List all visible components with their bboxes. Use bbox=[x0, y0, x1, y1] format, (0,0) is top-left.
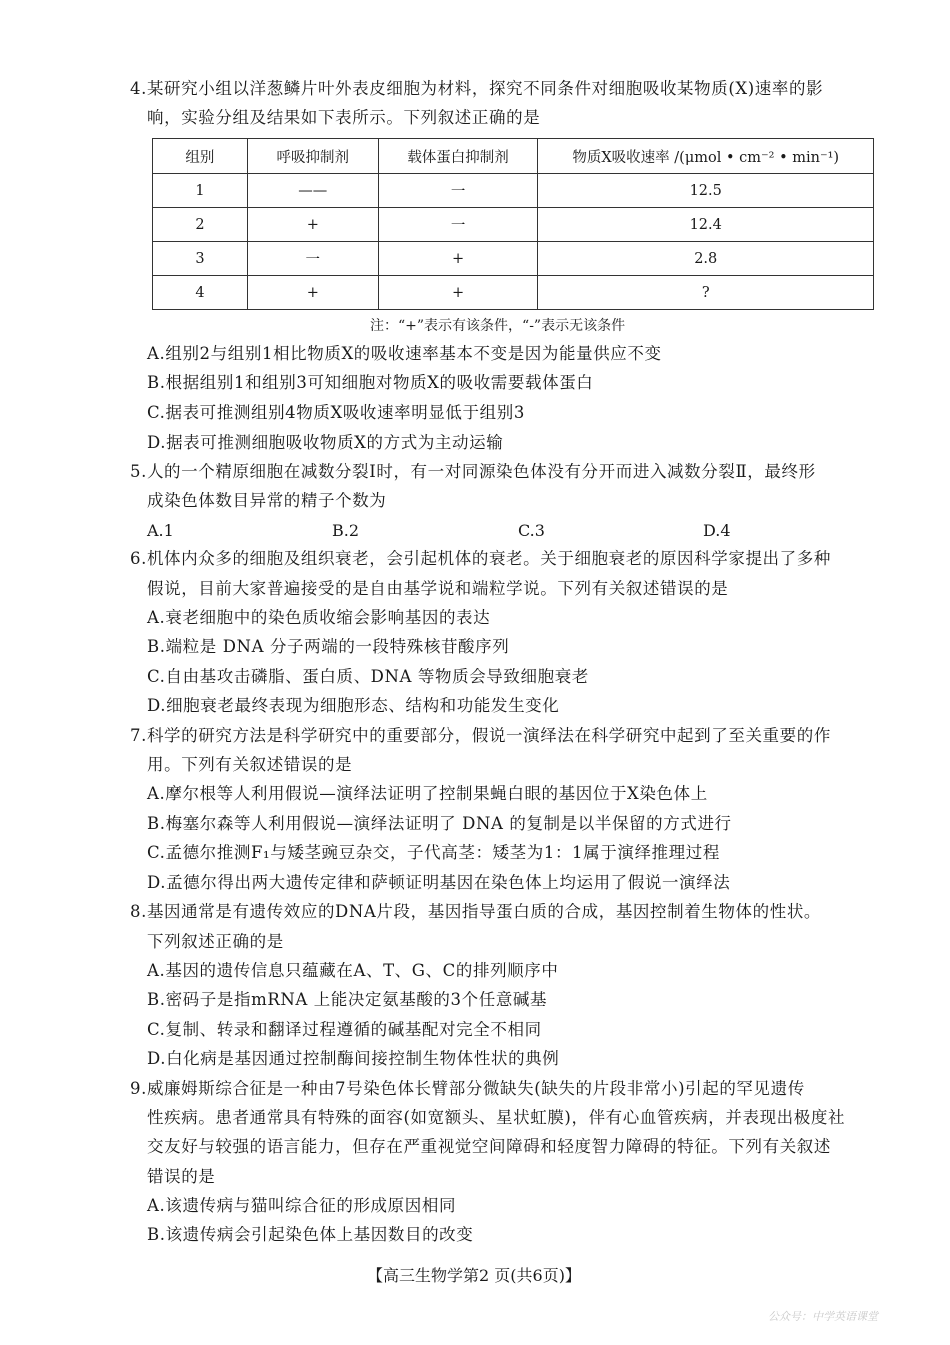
q5-stem-line-1: 5.人的一个精原细胞在减数分裂Ⅰ时，有一对同源染色体没有分开而进入减数分裂Ⅱ，最终形 bbox=[130, 462, 816, 481]
q6-stem-line-2: 假说，目前大家普遍接受的是自由基学说和端粒学说。下列有关叙述错误的是 bbox=[147, 579, 729, 598]
table-cell: + bbox=[247, 276, 378, 310]
q4-stem-line-2: 响，实验分组及结果如下表所示。下列叙述正确的是 bbox=[147, 108, 541, 127]
table-cell: 2 bbox=[153, 208, 248, 242]
table-cell: 一 bbox=[247, 242, 378, 276]
table-header-carrier-inhibitor: 载体蛋白抑制剂 bbox=[378, 139, 538, 174]
q9-option-a: A.该遗传病与猫叫综合征的形成原因相同 bbox=[147, 1196, 457, 1215]
table-cell: + bbox=[378, 242, 538, 276]
table-cell: —— bbox=[247, 174, 378, 208]
q4-option-d: D.据表可推测细胞吸收物质X的方式为主动运输 bbox=[147, 433, 504, 452]
table-cell: 3 bbox=[153, 242, 248, 276]
q5-option-a: A.1 bbox=[147, 521, 174, 540]
table-row bbox=[153, 242, 874, 276]
q4-option-b: B.根据组别1和组别3可知细胞对物质X的吸收需要载体蛋白 bbox=[147, 373, 594, 392]
table-cell: + bbox=[247, 208, 378, 242]
q5-option-b: B.2 bbox=[332, 521, 360, 540]
table-cell: 4 bbox=[153, 276, 248, 310]
q9-stem-line-2: 性疾病。患者通常具有特殊的面容(如宽额头、星状虹膜)，伴有心血管疾病，并表现出极度社 bbox=[147, 1108, 846, 1127]
q7-option-a: A.摩尔根等人利用假说—演绎法证明了控制果蝇白眼的基因位于X染色体上 bbox=[147, 784, 708, 803]
q6-option-d: D.细胞衰老最终表现为细胞形态、结构和功能发生变化 bbox=[147, 696, 560, 715]
q4-table-note: 注：“+”表示有该条件，“-”表示无该条件 bbox=[370, 318, 626, 334]
q5-stem-line-2: 成染色体数目异常的精子个数为 bbox=[147, 491, 387, 510]
q8-option-d: D.白化病是基因通过控制酶间接控制生物体性状的典例 bbox=[147, 1049, 560, 1068]
q6-stem-line-1: 6.机体内众多的细胞及组织衰老，会引起机体的衰老。关于细胞衰老的原因科学家提出了多种 bbox=[130, 549, 831, 568]
q4-stem-line-1: 4.某研究小组以洋葱鳞片叶外表皮细胞为材料，探究不同条件对细胞吸收某物质(X)速率的影 bbox=[130, 79, 824, 98]
q6-option-a: A.衰老细胞中的染色质收缩会影响基因的表达 bbox=[147, 608, 491, 627]
q4-results-table bbox=[152, 138, 874, 310]
table-cell: 1 bbox=[153, 174, 248, 208]
table-header-respiration-inhibitor: 呼吸抑制剂 bbox=[247, 139, 378, 174]
q8-option-a: A.基因的遗传信息只蕴藏在A、T、G、C的排列顺序中 bbox=[147, 961, 559, 980]
q8-stem-line-1: 8.基因通常是有遗传效应的DNA片段，基因指导蛋白质的合成，基因控制着生物体的性状。 bbox=[130, 902, 822, 921]
q9-stem-line-1: 9.威廉姆斯综合征是一种由7号染色体长臂部分微缺失(缺失的片段非常小)引起的罕见遗传 bbox=[130, 1079, 805, 1098]
q9-stem-line-3: 交友好与较强的语言能力，但存在严重视觉空间障碍和轻度智力障碍的特征。下列有关叙述 bbox=[147, 1137, 831, 1156]
q5-option-d: D.4 bbox=[703, 521, 731, 540]
table-header-group: 组别 bbox=[153, 139, 248, 174]
table-cell: 2.8 bbox=[538, 242, 874, 276]
q6-option-b: B.端粒是 DNA 分子两端的一段特殊核苷酸序列 bbox=[147, 637, 510, 656]
table-header-row bbox=[153, 139, 874, 174]
q5-option-c: C.3 bbox=[518, 521, 545, 540]
q8-option-c: C.复制、转录和翻译过程遵循的碱基配对完全不相同 bbox=[147, 1020, 542, 1039]
q7-option-c: C.孟德尔推测F₁与矮茎豌豆杂交，子代高茎：矮茎为1：1属于演绎推理过程 bbox=[147, 843, 720, 862]
q7-option-d: D.孟德尔得出两大遗传定律和萨顿证明基因在染色体上均运用了假说一演绎法 bbox=[147, 873, 731, 892]
table-cell: + bbox=[378, 276, 538, 310]
q7-option-b: B.梅塞尔森等人利用假说—演绎法证明了 DNA 的复制是以半保留的方式进行 bbox=[147, 814, 732, 833]
table-header-absorption-rate: 物质X吸收速率 /(μmol • cm⁻² • min⁻¹) bbox=[538, 139, 874, 174]
table-row bbox=[153, 174, 874, 208]
table-cell: 12.5 bbox=[538, 174, 874, 208]
table-cell: 一 bbox=[378, 208, 538, 242]
q7-stem-line-1: 7.科学的研究方法是科学研究中的重要部分，假说一演绎法在科学研究中起到了至关重要的作 bbox=[130, 726, 831, 745]
q9-stem-line-4: 错误的是 bbox=[147, 1167, 216, 1186]
page-footer: 【高三生物学第2 页(共6页)】 bbox=[367, 1266, 581, 1285]
table-row bbox=[153, 276, 874, 310]
q6-option-c: C.自由基攻击磷脂、蛋白质、DNA 等物质会导致细胞衰老 bbox=[147, 667, 589, 686]
table-cell: 12.4 bbox=[538, 208, 874, 242]
table-row bbox=[153, 208, 874, 242]
q4-option-a: A.组别2与组别1相比物质X的吸收速率基本不变是因为能量供应不变 bbox=[147, 344, 662, 363]
q9-option-b: B.该遗传病会引起染色体上基因数目的改变 bbox=[147, 1225, 474, 1244]
q8-option-b: B.密码子是指mRNA 上能决定氨基酸的3个任意碱基 bbox=[147, 990, 548, 1009]
q8-stem-line-2: 下列叙述正确的是 bbox=[147, 932, 284, 951]
q4-option-c: C.据表可推测组别4物质X吸收速率明显低于组别3 bbox=[147, 403, 525, 422]
table-cell: ? bbox=[538, 276, 874, 310]
table-cell: 一 bbox=[378, 174, 538, 208]
watermark: 公众号：中学英语课堂 bbox=[768, 1310, 878, 1323]
q7-stem-line-2: 用。下列有关叙述错误的是 bbox=[147, 755, 353, 774]
